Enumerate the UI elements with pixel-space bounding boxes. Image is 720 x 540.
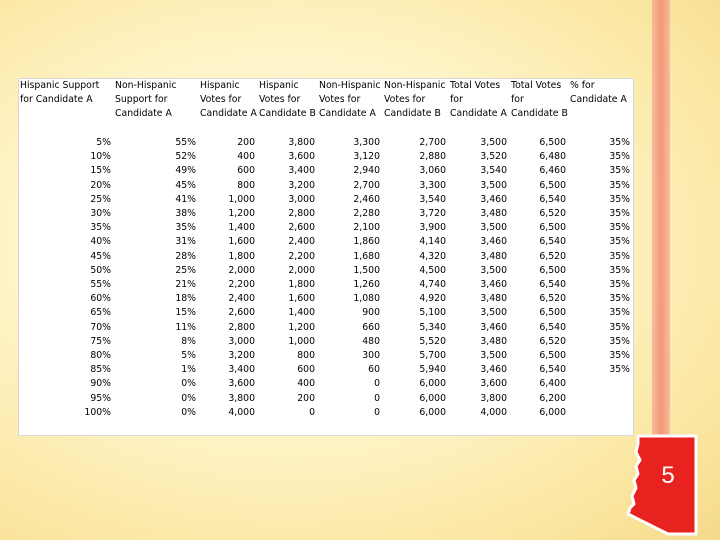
table-cell: 35% — [609, 250, 630, 262]
table-cell: 0% — [181, 392, 196, 404]
table-cell: 6,500 — [539, 222, 566, 234]
table-cell: 2,700 — [419, 137, 446, 148]
table-cell: 6,540 — [539, 321, 566, 333]
table-cell: 0 — [374, 406, 380, 418]
table-cell: 2,880 — [419, 151, 446, 163]
table-cell — [569, 406, 633, 420]
table-cell: 6,520 — [539, 335, 566, 347]
table-cell: 35% — [609, 165, 630, 177]
table-cell: 15% — [175, 307, 196, 319]
spreadsheet-table-panel — [18, 78, 634, 436]
table-cell: 20% — [90, 179, 111, 191]
table-cell: 15% — [90, 165, 111, 177]
table-cell: 0 — [374, 378, 380, 390]
table-row — [19, 278, 633, 292]
table-cell: 0% — [181, 378, 196, 390]
table-cell: 3,500 — [480, 264, 507, 276]
table-cell: 70% — [90, 321, 111, 333]
table-cell: 3,060 — [419, 165, 446, 177]
table-cell: 3,460 — [480, 236, 507, 248]
table-cell: 1,600 — [228, 236, 255, 248]
table-cell: 1,400 — [228, 222, 255, 234]
table-cell: 25% — [175, 264, 196, 276]
table-cell: 5,940 — [419, 364, 446, 376]
table-cell: 2,800 — [288, 208, 315, 220]
table-cell: 1,680 — [353, 250, 380, 262]
table-cell: 35% — [609, 222, 630, 234]
table-cell: 80% — [90, 350, 111, 362]
table-cell: 600 — [237, 165, 255, 177]
table-cell: 49% — [175, 165, 196, 177]
table-cell: 300 — [362, 350, 380, 362]
table-cell: 900 — [362, 307, 380, 319]
table-cell: 6,500 — [539, 137, 566, 148]
table-cell: 35% — [609, 208, 630, 220]
table-cell: 35% — [609, 279, 630, 291]
table-row — [19, 150, 633, 164]
table-cell: 3,800 — [288, 137, 315, 148]
table-cell: 3,540 — [480, 165, 507, 177]
table-cell: 45% — [90, 250, 111, 262]
table-cell: 6,520 — [539, 293, 566, 305]
table-cell: 35% — [609, 179, 630, 191]
table-cell: 4,320 — [419, 250, 446, 262]
decorative-accent-bar — [652, 0, 670, 460]
table-header-row — [19, 79, 633, 136]
table-cell: 6,000 — [539, 406, 566, 418]
table-cell: 3,720 — [419, 208, 446, 220]
table-cell: 1,000 — [228, 193, 255, 205]
table-cell: 3,460 — [480, 364, 507, 376]
table-cell: 2,600 — [228, 307, 255, 319]
table-row — [19, 164, 633, 178]
table-cell: 35% — [609, 335, 630, 347]
table-cell: 3,460 — [480, 193, 507, 205]
table-cell: 3,500 — [480, 179, 507, 191]
table-cell: 3,120 — [353, 151, 380, 163]
table-cell: 3,900 — [419, 222, 446, 234]
table-cell: 2,800 — [228, 321, 255, 333]
table-cell: 1,260 — [353, 279, 380, 291]
table-cell: 6,500 — [539, 179, 566, 191]
table-cell: 6,400 — [539, 378, 566, 390]
table-cell: 660 — [362, 321, 380, 333]
table-cell: 55% — [90, 279, 111, 291]
vote-share-table — [19, 79, 633, 420]
column-header: Non-Hispanic Votes for Candidate A — [319, 80, 381, 120]
table-cell: 3,200 — [228, 350, 255, 362]
table-cell: 35% — [609, 264, 630, 276]
table-cell: 35% — [609, 151, 630, 163]
table-cell: 2,400 — [228, 293, 255, 305]
table-cell: 35% — [609, 293, 630, 305]
slide-number: 5 — [661, 462, 675, 489]
table-cell: 6,460 — [539, 165, 566, 177]
table-cell: 3,480 — [480, 335, 507, 347]
table-cell: 3,460 — [480, 279, 507, 291]
table-cell: 8% — [181, 335, 196, 347]
table-cell: 1,860 — [353, 236, 380, 248]
table-cell: 90% — [90, 378, 111, 390]
table-cell: 5,520 — [419, 335, 446, 347]
table-cell: 5% — [96, 137, 111, 148]
table-cell: 2,200 — [228, 279, 255, 291]
table-cell: 2,000 — [228, 264, 255, 276]
table-cell: 45% — [175, 179, 196, 191]
column-header: Non-Hispanic Support for Candidate A — [115, 80, 177, 120]
table-cell: 6,500 — [539, 307, 566, 319]
table-cell: 5,700 — [419, 350, 446, 362]
table-cell: 6,540 — [539, 364, 566, 376]
table-cell: 3,460 — [480, 321, 507, 333]
column-header: Non-Hispanic Votes for Candidate B — [384, 80, 446, 120]
table-cell: 6,520 — [539, 250, 566, 262]
table-cell: 3,600 — [480, 378, 507, 390]
table-cell: 6,540 — [539, 193, 566, 205]
table-row — [19, 349, 633, 363]
table-cell: 2,000 — [288, 264, 315, 276]
column-header: % for Candidate A — [570, 80, 627, 106]
table-cell: 1,400 — [288, 307, 315, 319]
table-cell: 3,000 — [228, 335, 255, 347]
table-cell: 6,520 — [539, 208, 566, 220]
table-cell: 4,000 — [228, 406, 255, 418]
column-header: Total Votes for Candidate A — [450, 80, 507, 120]
table-row — [19, 250, 633, 264]
table-cell: 85% — [90, 364, 111, 376]
table-row — [19, 292, 633, 306]
table-cell: 3,500 — [480, 137, 507, 148]
table-cell: 3,600 — [288, 151, 315, 163]
table-cell: 2,200 — [288, 250, 315, 262]
table-cell: 1,800 — [228, 250, 255, 262]
table-cell: 3,480 — [480, 208, 507, 220]
table-cell: 35% — [609, 350, 630, 362]
column-header: Hispanic Support for Candidate A — [20, 80, 100, 106]
table-cell: 50% — [90, 264, 111, 276]
table-cell: 0 — [374, 392, 380, 404]
table-cell: 800 — [237, 179, 255, 191]
table-row — [19, 264, 633, 278]
table-cell: 3,400 — [228, 364, 255, 376]
table-cell: 41% — [175, 193, 196, 205]
table-row — [19, 392, 633, 406]
table-cell: 400 — [297, 378, 315, 390]
table-cell: 38% — [175, 208, 196, 220]
table-cell: 65% — [90, 307, 111, 319]
table-cell: 52% — [175, 151, 196, 163]
table-row — [19, 136, 633, 150]
table-cell: 2,600 — [288, 222, 315, 234]
table-row — [19, 193, 633, 207]
table-cell: 1,600 — [288, 293, 315, 305]
table-cell: 5% — [181, 350, 196, 362]
table-cell — [569, 377, 633, 391]
table-cell: 11% — [175, 321, 196, 333]
table-row — [19, 377, 633, 391]
table-cell: 18% — [175, 293, 196, 305]
table-cell: 31% — [175, 236, 196, 248]
table-cell: 1,200 — [288, 321, 315, 333]
table-cell: 3,000 — [288, 193, 315, 205]
table-cell: 6,000 — [419, 406, 446, 418]
column-header: Hispanic Votes for Candidate B — [259, 80, 316, 120]
table-cell: 4,500 — [419, 264, 446, 276]
table-cell: 3,500 — [480, 222, 507, 234]
table-cell: 600 — [297, 364, 315, 376]
table-cell: 3,500 — [480, 307, 507, 319]
table-cell: 2,280 — [353, 208, 380, 220]
table-cell: 6,000 — [419, 392, 446, 404]
table-cell: 6,480 — [539, 151, 566, 163]
table-row — [19, 235, 633, 249]
table-cell: 3,300 — [419, 179, 446, 191]
table-cell: 1,080 — [353, 293, 380, 305]
table-cell: 35% — [609, 364, 630, 376]
table-cell: 6,540 — [539, 236, 566, 248]
table-cell: 2,460 — [353, 193, 380, 205]
table-cell: 6,000 — [419, 378, 446, 390]
table-cell: 3,300 — [353, 137, 380, 148]
table-cell: 0 — [309, 406, 315, 418]
table-cell: 0% — [181, 406, 196, 418]
table-cell: 4,140 — [419, 236, 446, 248]
table-cell: 3,800 — [228, 392, 255, 404]
table-cell: 2,940 — [353, 165, 380, 177]
table-cell: 60 — [368, 364, 380, 376]
table-cell: 6,500 — [539, 350, 566, 362]
table-cell: 4,000 — [480, 406, 507, 418]
table-cell: 3,600 — [228, 378, 255, 390]
table-row — [19, 306, 633, 320]
table-row — [19, 321, 633, 335]
table-cell: 3,200 — [288, 179, 315, 191]
table-cell: 2,700 — [353, 179, 380, 191]
table-cell: 3,500 — [480, 350, 507, 362]
table-cell: 6,540 — [539, 279, 566, 291]
table-cell: 25% — [90, 193, 111, 205]
table-cell: 6,200 — [539, 392, 566, 404]
table-cell — [569, 392, 633, 406]
table-cell: 400 — [237, 151, 255, 163]
table-cell: 1,000 — [288, 335, 315, 347]
table-cell: 3,540 — [419, 193, 446, 205]
table-cell: 480 — [362, 335, 380, 347]
table-body — [19, 136, 633, 420]
table-row — [19, 207, 633, 221]
table-cell: 10% — [90, 151, 111, 163]
table-cell: 5,100 — [419, 307, 446, 319]
table-cell: 4,920 — [419, 293, 446, 305]
table-cell: 35% — [90, 222, 111, 234]
table-cell: 3,520 — [480, 151, 507, 163]
table-cell: 800 — [297, 350, 315, 362]
table-cell: 200 — [297, 392, 315, 404]
table-cell: 75% — [90, 335, 111, 347]
table-cell: 1,800 — [288, 279, 315, 291]
table-cell: 3,480 — [480, 250, 507, 262]
column-header: Hispanic Votes for Candidate A — [200, 80, 257, 120]
table-cell: 1% — [181, 364, 196, 376]
column-header: Total Votes for Candidate B — [511, 80, 568, 120]
table-row — [19, 363, 633, 377]
table-cell: 3,400 — [288, 165, 315, 177]
table-cell: 3,800 — [480, 392, 507, 404]
table-cell: 35% — [609, 236, 630, 248]
table-cell: 35% — [609, 307, 630, 319]
table-cell: 200 — [237, 137, 255, 148]
table-row — [19, 221, 633, 235]
table-cell: 6,500 — [539, 264, 566, 276]
table-cell: 60% — [90, 293, 111, 305]
table-cell: 35% — [175, 222, 196, 234]
table-cell: 55% — [175, 137, 196, 148]
table-cell: 5,340 — [419, 321, 446, 333]
table-cell: 30% — [90, 208, 111, 220]
table-cell: 100% — [84, 406, 111, 418]
table-row — [19, 406, 633, 420]
table-cell: 3,480 — [480, 293, 507, 305]
table-row — [19, 179, 633, 193]
table-cell: 28% — [175, 250, 196, 262]
table-cell: 35% — [609, 193, 630, 205]
table-cell: 35% — [609, 137, 630, 148]
table-cell: 4,740 — [419, 279, 446, 291]
table-cell: 35% — [609, 321, 630, 333]
table-row — [19, 335, 633, 349]
table-cell: 2,100 — [353, 222, 380, 234]
table-cell: 95% — [90, 392, 111, 404]
table-cell: 1,500 — [353, 264, 380, 276]
table-cell: 1,200 — [228, 208, 255, 220]
table-cell: 2,400 — [288, 236, 315, 248]
table-cell: 40% — [90, 236, 111, 248]
table-cell: 21% — [175, 279, 196, 291]
